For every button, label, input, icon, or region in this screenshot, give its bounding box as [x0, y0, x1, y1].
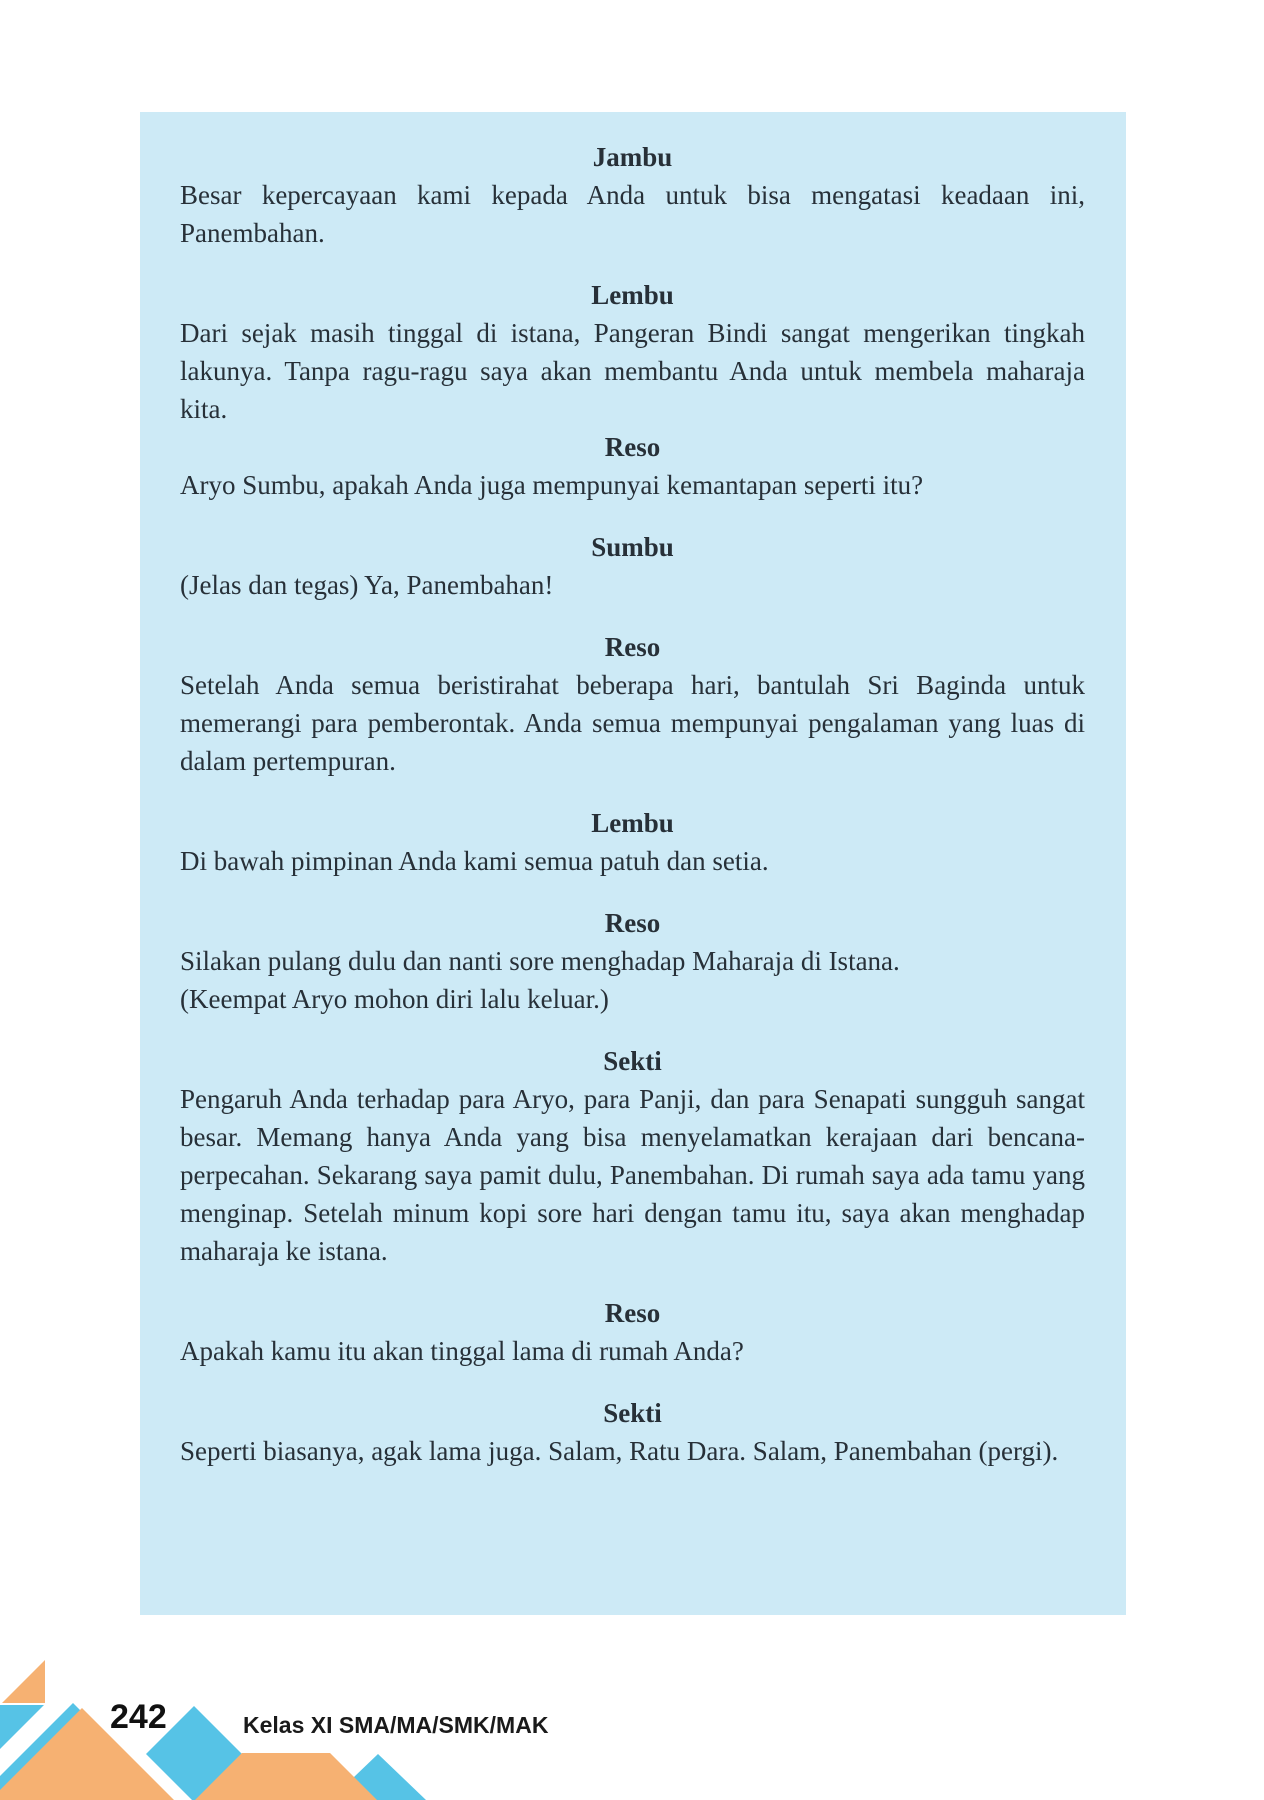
dialog-line: Dari sejak masih tinggal di istana, Pangeran Bindi sangat mengerikan tingkah lakunya. Tanpa ragu-ragu saya akan membantu Anda untuk membela maharaja kita. — [180, 318, 1085, 424]
dialog-text — [180, 466, 1085, 504]
dialog-text — [180, 1432, 1085, 1470]
dialog-text — [180, 1332, 1085, 1370]
speaker-name: Sumbu — [591, 532, 674, 562]
dialog-text — [180, 314, 1085, 428]
dialog-line: Seperti biasanya, agak lama juga. Salam, Ratu Dara. Salam, Panembahan (pergi). — [180, 1436, 1059, 1466]
dialog — [180, 138, 1085, 1470]
dialog-line: Setelah Anda semua beristirahat beberapa hari, bantulah Sri Baginda untuk memerangi para pemberontak. Anda semua mempunyai pengalaman yang luas di dalam pertempuran. — [180, 670, 1085, 776]
dialog-block — [180, 528, 1085, 604]
speaker-name: Reso — [604, 632, 661, 662]
dialog-text — [180, 842, 1085, 880]
speaker-name: Reso — [604, 908, 661, 938]
dialog-block — [180, 628, 1085, 780]
dialog-line: Silakan pulang dulu dan nanti sore menghadap Maharaja di Istana. — [180, 946, 900, 976]
dialog-box — [140, 112, 1126, 1615]
dialog-block — [180, 904, 1085, 1018]
speaker-name: Reso — [604, 432, 661, 462]
dialog-block — [180, 428, 1085, 504]
dialog-block — [180, 138, 1085, 252]
dialog-block — [180, 276, 1085, 428]
speaker-name: Lembu — [591, 808, 674, 838]
dialog-block — [180, 1294, 1085, 1370]
speaker-name: Jambu — [592, 142, 673, 172]
speaker-name: Lembu — [591, 280, 674, 310]
dialog-line: Apakah kamu itu akan tinggal lama di rumah Anda? — [180, 1336, 744, 1366]
dialog-line: Aryo Sumbu, apakah Anda juga mempunyai kemantapan seperti itu? — [180, 470, 924, 500]
footer-label: Kelas XI SMA/MA/SMK/MAK — [243, 1712, 549, 1738]
dialog-text — [180, 566, 1085, 604]
deco-orange-triangle-small — [2, 1660, 45, 1703]
speaker-name: Sekti — [603, 1046, 662, 1076]
speaker-name: Reso — [604, 1298, 661, 1328]
dialog-block — [180, 1394, 1085, 1470]
dialog-text — [180, 1080, 1085, 1270]
speaker-name: Sekti — [603, 1398, 662, 1428]
dialog-block — [180, 1042, 1085, 1270]
dialog-line: (Keempat Aryo mohon diri lalu keluar.) — [180, 984, 609, 1014]
dialog-line: Besar kepercayaan kami kepada Anda untuk bisa mengatasi keadaan ini, Panembahan. — [180, 180, 1085, 248]
page-number: 242 — [110, 1698, 167, 1736]
dialog-block — [180, 804, 1085, 880]
dialog-text — [180, 942, 1085, 1018]
dialog-text — [180, 176, 1085, 252]
dialog-text — [180, 666, 1085, 780]
dialog-line: Di bawah pimpinan Anda kami semua patuh dan setia. — [180, 846, 769, 876]
dialog-line: Pengaruh Anda terhadap para Aryo, para Panji, dan para Senapati sungguh sangat besar. Memang hanya Anda yang bisa menyelamatkan kerajaan dari bencana-perpecahan. Sekarang saya pamit dulu, Panembahan. Di rumah saya ada tamu yang menginap. Setelah minum kopi sore hari dengan tamu itu, saya akan menghadap maharaja ke istana. — [180, 1084, 1085, 1266]
dialog-line: (Jelas dan tegas) Ya, Panembahan! — [180, 570, 554, 600]
